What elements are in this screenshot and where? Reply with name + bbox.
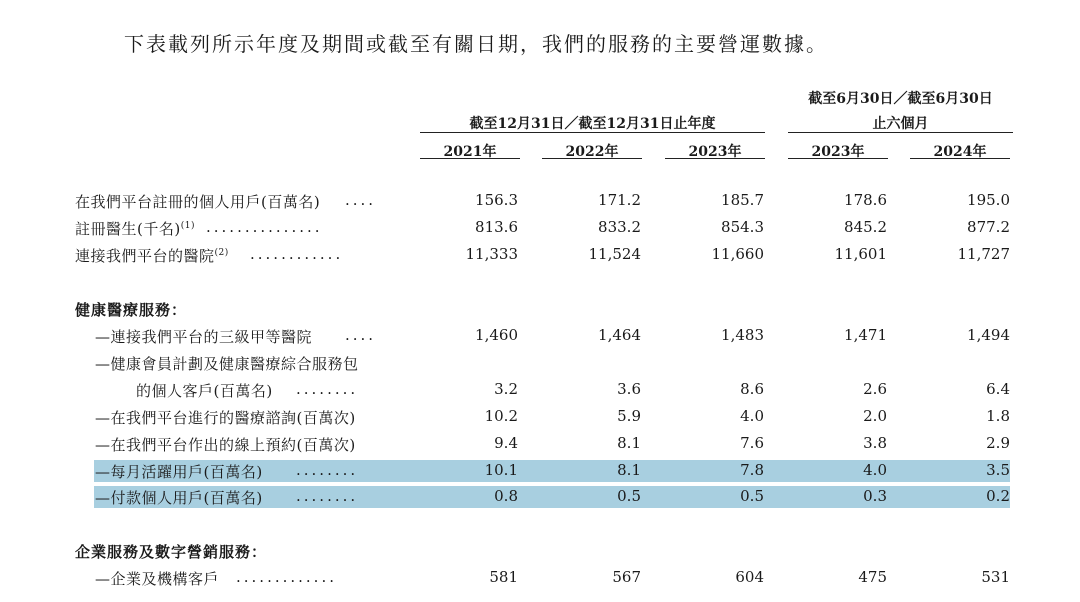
value-h2024: 3.5 [986,461,1010,479]
value-2021: 10.1 [484,461,518,479]
table-row [0,243,1080,267]
value-2021: 3.2 [494,380,518,398]
value-h2023: 2.0 [863,407,887,425]
value-2021: 11,333 [465,245,518,263]
year-2021-header: 2021年 [443,144,497,160]
leader-dots: ............... [206,218,323,236]
half-period-header-line2: 止六個月 [872,116,929,132]
value-h2023: 11,601 [834,245,887,263]
value-h2024: 1.8 [986,407,1010,425]
leader-dots: ............. [236,568,337,586]
value-2021: 813.6 [475,218,518,236]
value-2023: 11,660 [711,245,764,263]
year-rule-3 [665,158,765,159]
value-2022: 11,524 [588,245,641,263]
half-header-rule [788,132,1013,133]
table-row-highlighted [0,459,1080,483]
value-2021: 0.8 [494,487,518,505]
value-h2024: 877.2 [967,218,1010,236]
value-2022: 567 [612,568,641,586]
value-h2024: 2.9 [986,434,1010,452]
leader-dots: .... [345,191,377,209]
half-2023-header: 2023年 [811,144,865,160]
value-2021: 581 [489,568,518,586]
table-row [0,405,1080,429]
value-2023: 185.7 [721,191,764,209]
annual-header-rule [420,132,765,133]
table-row [0,432,1080,456]
year-2023-header: 2023年 [688,144,742,160]
value-h2024: 195.0 [967,191,1010,209]
section-title-healthcare: 健康醫療服務： [75,301,188,319]
leader-dots: ........ [296,380,359,398]
value-2023: 8.6 [740,380,764,398]
value-2022: 5.9 [617,407,641,425]
value-2023: 1,483 [721,326,764,344]
row-label: —企業及機構客戶 [95,570,220,588]
row-label: —付款個人用戶(百萬名) [95,489,263,507]
row-label: 在我們平台註冊的個人用戶(百萬名) [75,193,321,211]
year-rule-1 [420,158,520,159]
row-label: —每月活躍用戶(百萬名) [95,463,263,481]
value-2022: 0.5 [617,487,641,505]
row-label: —健康會員計劃及健康醫療綜合服務包 [95,355,359,373]
value-h2024: 531 [981,568,1010,586]
value-2021: 1,460 [475,326,518,344]
table-row-highlighted [0,485,1080,509]
value-2023: 854.3 [721,218,764,236]
row-label: 連接我們平台的醫院$^{(2)}$ [75,247,229,265]
value-2023: 604 [735,568,764,586]
table-row [0,351,1080,375]
year-2022-header: 2022年 [565,144,619,160]
value-h2023: 3.8 [863,434,887,452]
year-rule-5 [910,158,1010,159]
value-h2023: 4.0 [863,461,887,479]
table-row [0,378,1080,402]
leader-dots: ........ [296,487,359,505]
table-row [0,216,1080,240]
section-title-enterprise: 企業服務及數字營銷服務： [75,543,268,561]
value-2023: 0.5 [740,487,764,505]
value-2022: 3.6 [617,380,641,398]
value-h2024: 11,727 [957,245,1010,263]
table-row [0,566,1080,590]
half-period-header-line1: 截至6月30日／截至6月30日 [808,91,993,107]
value-2021: 156.3 [475,191,518,209]
value-h2023: 0.3 [863,487,887,505]
value-2023: 7.8 [740,461,764,479]
value-2023: 7.6 [740,434,764,452]
half-2024-header: 2024年 [933,144,987,160]
annual-period-header: 截至12月31日／截至12月31日止年度 [469,116,716,132]
value-h2023: 1,471 [844,326,887,344]
value-2022: 8.1 [617,461,641,479]
value-h2023: 178.6 [844,191,887,209]
leader-dots: .... [345,326,377,344]
leader-dots: ........ [296,461,359,479]
row-label: 的個人客戶(百萬名) [136,382,273,400]
row-label: —連接我們平台的三級甲等醫院 [95,328,313,346]
row-label: 註冊醫生(千名)$^{(1)}$ [75,220,195,238]
table-row [0,189,1080,213]
value-2021: 10.2 [484,407,518,425]
intro-text: 下表載列所示年度及期間或截至有關日期，我們的服務的主要營運數據。 [124,32,828,56]
value-h2024: 0.2 [986,487,1010,505]
value-2021: 9.4 [494,434,518,452]
value-h2024: 6.4 [986,380,1010,398]
leader-dots: ............ [250,245,344,263]
table-row [0,324,1080,348]
value-2022: 1,464 [598,326,641,344]
row-label: —在我們平台作出的線上預約(百萬次) [95,436,356,454]
value-2023: 4.0 [740,407,764,425]
value-2022: 8.1 [617,434,641,452]
value-h2023: 845.2 [844,218,887,236]
value-2022: 171.2 [598,191,641,209]
row-label: —在我們平台進行的醫療諮詢(百萬次) [95,409,356,427]
value-h2023: 475 [858,568,887,586]
year-rule-2 [542,158,642,159]
value-h2023: 2.6 [863,380,887,398]
value-h2024: 1,494 [967,326,1010,344]
value-2022: 833.2 [598,218,641,236]
year-rule-4 [788,158,888,159]
